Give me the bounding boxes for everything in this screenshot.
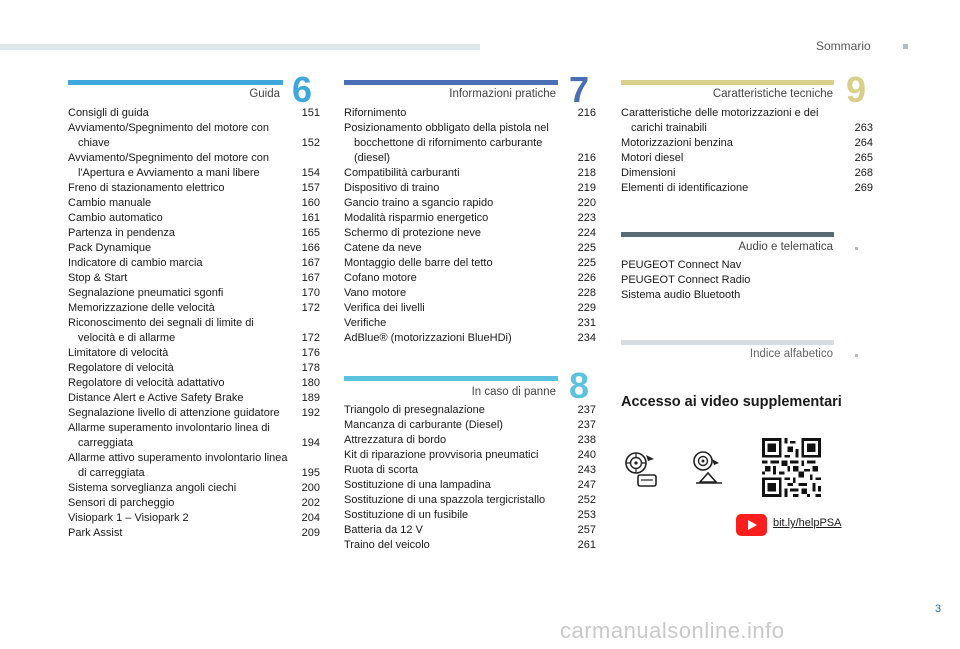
toc-entry-label: Distance Alert e Active Safety Brake: [68, 392, 244, 404]
toc-entry[interactable]: [68, 316, 320, 346]
toc-entry-page: 257: [577, 524, 596, 536]
toc-entry-page: 243: [577, 464, 596, 476]
toc-entry[interactable]: [344, 241, 596, 256]
toc-entry-label: Visiopark 1 – Visiopark 2: [68, 512, 189, 524]
toc-entry[interactable]: [344, 286, 596, 301]
toc-entry[interactable]: [68, 526, 320, 541]
toc-entry-page: 237: [577, 419, 596, 431]
toc-entry-page: 220: [577, 197, 596, 209]
section-9-title: Caratteristiche tecniche: [712, 88, 833, 100]
toc-entry-page: 237: [577, 404, 596, 416]
toc-entry[interactable]: [344, 331, 596, 346]
toc-entry[interactable]: [344, 538, 596, 553]
section-7-list: [344, 106, 596, 346]
section-6-number: 6: [292, 69, 313, 110]
toc-entry-label: Sostituzione di una lampadina: [344, 479, 491, 491]
toc-entry-label: Motorizzazioni benzina: [621, 137, 733, 149]
index-section-bar: [621, 340, 834, 345]
toc-entry-page: 167: [301, 257, 320, 269]
toc-entry[interactable]: [344, 271, 596, 286]
toc-entry[interactable]: [68, 511, 320, 526]
audio-list-item[interactable]: Sistema audio Bluetooth: [621, 289, 741, 301]
toc-entry-label: Schermo di protezione neve: [344, 227, 481, 239]
toc-entry[interactable]: [344, 121, 596, 166]
toc-entry-page: 157: [301, 182, 320, 194]
toc-entry-page: 180: [301, 377, 320, 389]
toc-entry-label: Elementi di identificazione: [621, 182, 749, 194]
video-section-title: Accesso ai video supplementari: [621, 394, 842, 410]
toc-entry-page: 178: [301, 362, 320, 374]
toc-entry-label: Rifornimento: [344, 107, 407, 119]
toc-entry-page: 218: [577, 167, 596, 179]
section-6-title: Guida: [249, 88, 280, 100]
toc-entry[interactable]: [68, 121, 320, 151]
toc-entry[interactable]: [68, 151, 320, 181]
toc-entry[interactable]: [68, 496, 320, 511]
toc-entry-label: Regolatore di velocità: [68, 362, 174, 374]
toc-entry[interactable]: [68, 361, 320, 376]
toc-entry-page: 165: [301, 227, 320, 239]
toc-entry-page: 172: [301, 302, 320, 314]
toc-entry-label: Avviamento/Spegnimento del motore con chiave: [68, 122, 269, 149]
toc-entry-page: 194: [301, 437, 320, 449]
toc-entry[interactable]: [68, 421, 320, 451]
toc-entry[interactable]: [68, 391, 320, 406]
toc-entry-page: 269: [854, 182, 873, 194]
toc-entry-label: Sensori di parcheggio: [68, 497, 175, 509]
toc-entry-page: 228: [577, 287, 596, 299]
toc-entry-label: Segnalazione livello di attenzione guidatore: [68, 407, 280, 419]
toc-entry-label: Regolatore di velocità adattativo: [68, 377, 225, 389]
section-7-title: Informazioni pratiche: [449, 88, 556, 100]
page-number: 3: [935, 603, 942, 615]
toc-entry[interactable]: [344, 256, 596, 271]
toc-entry-label: Pack Dynamique: [68, 242, 152, 254]
summary-label[interactable]: Sommario: [816, 39, 871, 53]
toc-entry-page: 261: [577, 539, 596, 551]
toc-entry[interactable]: [68, 301, 320, 316]
toc-entry-page: 247: [577, 479, 596, 491]
toc-entry-label: Allarme attivo superamento involontario linea di carreggiata: [68, 452, 288, 479]
header-bar: [0, 44, 480, 50]
toc-entry-label: Riconoscimento dei segnali di limite di velocità e di allarme: [68, 317, 254, 344]
toc-entry[interactable]: [68, 271, 320, 286]
toc-entry-page: 189: [301, 392, 320, 404]
toc-entry[interactable]: [68, 241, 320, 256]
toc-entry-page: 240: [577, 449, 596, 461]
audio-section-bar: [621, 232, 834, 237]
toc-entry-label: Traino del veicolo: [344, 539, 430, 551]
toc-entry-page: 264: [854, 137, 873, 149]
toc-entry[interactable]: [621, 166, 873, 181]
toc-entry[interactable]: [344, 226, 596, 241]
toc-entry-label: Montaggio delle barre del tetto: [344, 257, 493, 269]
section-7-bar: [344, 80, 558, 85]
toc-entry-page: 253: [577, 509, 596, 521]
toc-entry-page: 200: [301, 482, 320, 494]
toc-entry-page: 176: [301, 347, 320, 359]
toc-entry[interactable]: [344, 448, 596, 463]
toc-entry-label: Stop & Start: [68, 272, 128, 284]
toc-entry[interactable]: [68, 346, 320, 361]
toc-entry-page: 167: [301, 272, 320, 284]
toc-entry-label: Posizionamento obbligato della pistola nel bocchettone di rifornimento carburante (diesel): [344, 122, 549, 164]
toc-entry-label: Freno di stazionamento elettrico: [68, 182, 225, 194]
toc-entry-label: Park Assist: [68, 527, 123, 539]
summary-marker: [903, 44, 908, 49]
toc-entry-label: Avviamento/Spegnimento del motore con l'Apertura e Avviamento a mani libere: [68, 152, 269, 179]
toc-entry-page: 226: [577, 272, 596, 284]
toc-entry-label: Verifica dei livelli: [344, 302, 425, 314]
toc-entry-page: 170: [301, 287, 320, 299]
toc-entry[interactable]: [344, 166, 596, 181]
toc-entry-label: Indicatore di cambio marcia: [68, 257, 203, 269]
qr-code-icon[interactable]: [762, 438, 821, 502]
toc-entry[interactable]: [344, 493, 596, 508]
section-9-list: [621, 106, 873, 196]
toc-entry[interactable]: [344, 316, 596, 331]
toc-entry[interactable]: [68, 256, 320, 271]
toc-entry[interactable]: [344, 523, 596, 538]
toc-entry-label: Sostituzione di una spazzola tergicristallo: [344, 494, 546, 506]
toc-entry-page: 263: [854, 122, 873, 134]
toc-entry[interactable]: [344, 181, 596, 196]
section-9-number: 9: [846, 69, 867, 110]
wheel-jack-icon: [692, 449, 728, 494]
toc-entry-label: Catene da neve: [344, 242, 422, 254]
toc-entry-page: 166: [301, 242, 320, 254]
toc-entry-label: Cambio automatico: [68, 212, 163, 224]
section-7-number: 7: [569, 69, 590, 110]
toc-entry-label: Segnalazione pneumatici sgonfi: [68, 287, 224, 299]
youtube-play-icon[interactable]: [736, 514, 767, 536]
toc-entry-page: 209: [301, 527, 320, 539]
toc-entry[interactable]: [68, 211, 320, 226]
toc-entry-label: Compatibilità carburanti: [344, 167, 460, 179]
toc-entry-page: 219: [577, 182, 596, 194]
section-8-list: [344, 403, 596, 553]
toc-entry-page: 154: [301, 167, 320, 179]
toc-entry[interactable]: [344, 478, 596, 493]
toc-entry[interactable]: [621, 106, 873, 136]
toc-entry[interactable]: [344, 301, 596, 316]
toc-entry-page: 225: [577, 257, 596, 269]
toc-entry-label: Allarme superamento involontario linea di carreggiata: [68, 422, 270, 449]
toc-entry-label: AdBlue® (motorizzazioni BlueHDi): [344, 332, 512, 344]
toc-entry-label: Cambio manuale: [68, 197, 152, 209]
toc-entry-label: Sostituzione di un fusibile: [344, 509, 469, 521]
section-6-list: [68, 106, 320, 541]
audio-section-title: Audio e telematica: [738, 241, 833, 253]
toc-entry-label: Modalità risparmio energetico: [344, 212, 489, 224]
watermark: carmanualsonline.info: [560, 618, 785, 643]
toc-entry-label: Motori diesel: [621, 152, 684, 164]
section-8-bar: [344, 376, 558, 381]
toc-entry[interactable]: [344, 211, 596, 226]
toc-entry-page: 265: [854, 152, 873, 164]
section-8-title: In caso di panne: [471, 386, 556, 398]
toc-entry-label: Sistema sorveglianza angoli ciechi: [68, 482, 237, 494]
toc-entry[interactable]: [68, 196, 320, 211]
toc-entry[interactable]: [68, 376, 320, 391]
toc-entry[interactable]: [621, 136, 873, 151]
toc-entry-label: Kit di riparazione provvisoria pneumatici: [344, 449, 539, 461]
audio-section-marker: [855, 247, 858, 250]
toc-entry-page: 234: [577, 332, 596, 344]
toc-entry-label: Verifiche: [344, 317, 387, 329]
toc-entry-label: Limitatore di velocità: [68, 347, 169, 359]
toc-entry-label: Mancanza di carburante (Diesel): [344, 419, 503, 431]
toc-entry-page: 195: [301, 467, 320, 479]
audio-list-item[interactable]: PEUGEOT Connect Nav: [621, 259, 742, 271]
toc-entry[interactable]: [68, 181, 320, 196]
toc-entry-label: Attrezzatura di bordo: [344, 434, 447, 446]
toc-entry-label: Batteria da 12 V: [344, 524, 423, 536]
toc-entry-label: Caratteristiche delle motorizzazioni e dei carichi trainabili: [621, 107, 819, 134]
toc-entry-page: 225: [577, 242, 596, 254]
toc-entry-page: 172: [301, 332, 320, 344]
toc-entry-page: 192: [301, 407, 320, 419]
audio-section-list: [621, 258, 841, 303]
toc-entry-page: 161: [301, 212, 320, 224]
toc-entry[interactable]: [344, 463, 596, 478]
toc-entry-page: 151: [301, 107, 320, 119]
section-8-number: 8: [569, 365, 590, 406]
toc-entry-label: Partenza in pendenza: [68, 227, 176, 239]
toc-entry[interactable]: [344, 196, 596, 211]
toc-entry-page: 224: [577, 227, 596, 239]
help-video-link[interactable]: bit.ly/helpPSA: [773, 517, 842, 529]
toc-entry-label: Dimensioni: [621, 167, 676, 179]
toc-entry-page: 238: [577, 434, 596, 446]
toc-entry-label: Dispositivo di traino: [344, 182, 440, 194]
toc-entry-label: Triangolo di presegnalazione: [344, 404, 485, 416]
toc-entry-label: Cofano motore: [344, 272, 417, 284]
toc-entry-page: 202: [301, 497, 320, 509]
toc-entry[interactable]: [68, 406, 320, 421]
toc-entry[interactable]: [68, 481, 320, 496]
section-6-bar: [68, 80, 283, 85]
audio-list-item[interactable]: PEUGEOT Connect Radio: [621, 274, 751, 286]
index-section-title[interactable]: Indice alfabetico: [749, 348, 833, 360]
toc-entry-page: 216: [577, 152, 596, 164]
toc-entry-label: Memorizzazione delle velocità: [68, 302, 215, 314]
toc-entry[interactable]: [344, 508, 596, 523]
toc-entry[interactable]: [68, 451, 320, 481]
toc-entry-page: 223: [577, 212, 596, 224]
toc-entry[interactable]: [68, 226, 320, 241]
wheel-tool-icon: [624, 449, 660, 494]
toc-entry[interactable]: [344, 106, 596, 121]
section-9-bar: [621, 80, 834, 85]
toc-entry[interactable]: [621, 151, 873, 166]
toc-entry-page: 252: [577, 494, 596, 506]
index-section-marker: [855, 354, 858, 357]
toc-entry[interactable]: [68, 286, 320, 301]
toc-entry-label: Vano motore: [344, 287, 407, 299]
toc-entry-page: 152: [301, 137, 320, 149]
toc-entry[interactable]: [344, 433, 596, 448]
toc-entry-label: Gancio traino a sgancio rapido: [344, 197, 494, 209]
toc-entry[interactable]: [68, 106, 320, 121]
toc-entry-page: 160: [301, 197, 320, 209]
toc-entry-label: Consigli di guida: [68, 107, 149, 119]
toc-entry-page: 204: [301, 512, 320, 524]
toc-entry-page: 231: [577, 317, 596, 329]
toc-entry-page: 216: [577, 107, 596, 119]
toc-entry[interactable]: [621, 181, 873, 196]
toc-entry[interactable]: [344, 418, 596, 433]
toc-entry-label: Ruota di scorta: [344, 464, 418, 476]
toc-entry[interactable]: [344, 403, 596, 418]
toc-entry-page: 229: [577, 302, 596, 314]
toc-entry-page: 268: [854, 167, 873, 179]
